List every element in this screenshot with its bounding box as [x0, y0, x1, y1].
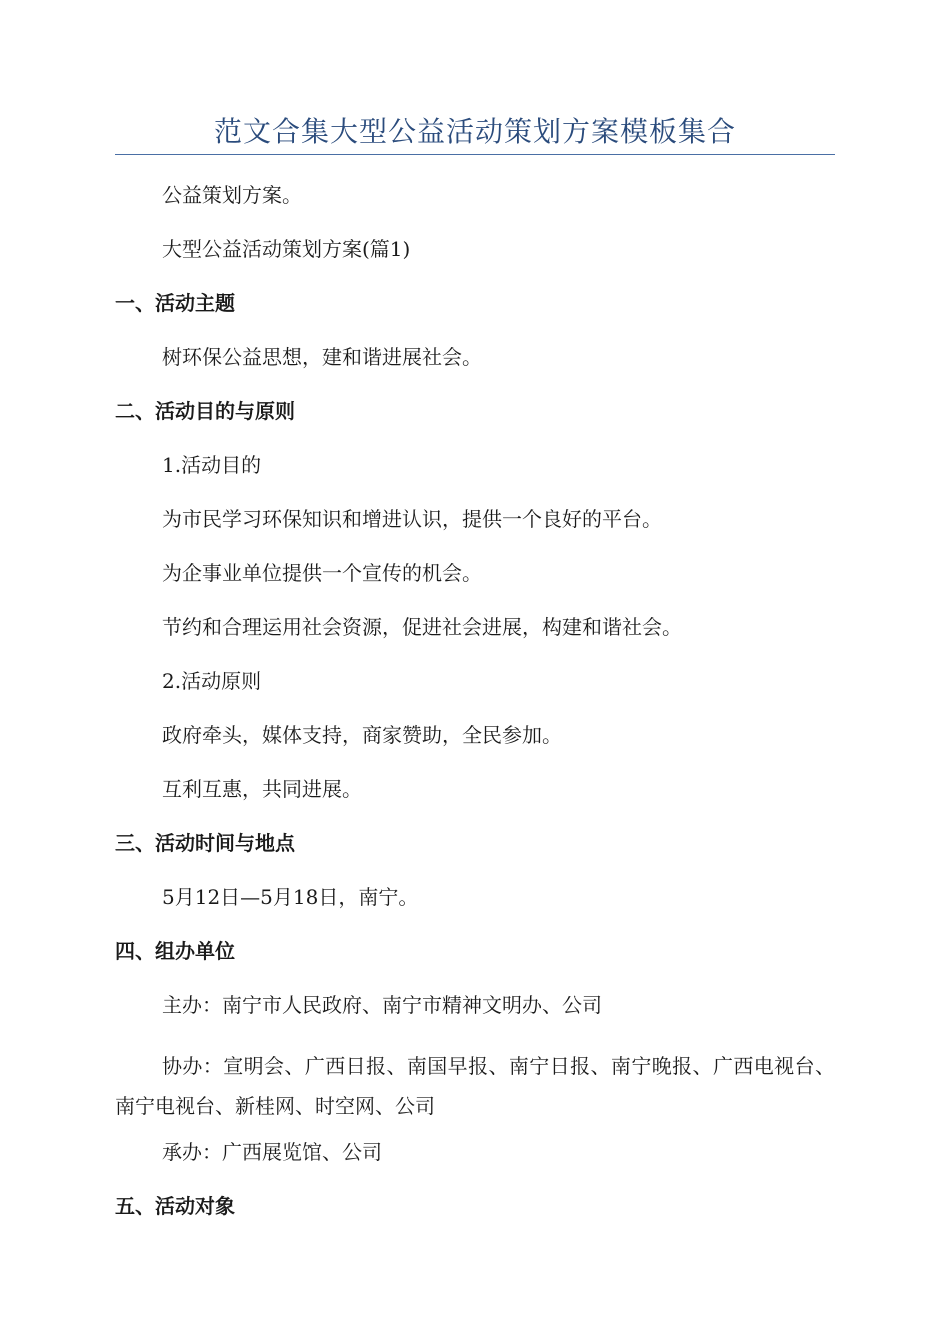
paragraph-intro: 公益策划方案。	[162, 183, 302, 207]
paragraph-host: 主办：南宁市人民政府、南宁市精神文明办、公司	[162, 993, 602, 1017]
paragraph-goal-2: 为企事业单位提供一个宣传的机会。	[162, 561, 482, 585]
document-title: 范文合集大型公益活动策划方案模板集合	[213, 115, 736, 148]
paragraph-goal-3: 节约和合理运用社会资源，促进社会进展，构建和谐社会。	[162, 615, 682, 639]
section-heading-organizers: 四、组办单位	[115, 939, 235, 963]
title-underline	[115, 154, 835, 155]
paragraph-time-place: 5月12日—5月18日，南宁。	[162, 885, 419, 909]
paragraph-principle-2: 互利互惠，共同进展。	[162, 777, 362, 801]
paragraph-co-organizers: 协办：宣明会、广西日报、南国早报、南宁日报、南宁晚报、广西电视台、南宁电视台、新桂网、时空网、公司	[115, 1054, 835, 1118]
paragraph-goal-1: 为市民学习环保知识和增进认识，提供一个良好的平台。	[162, 507, 662, 531]
paragraph-principle-1: 政府牵头，媒体支持，商家赞助，全民参加。	[162, 723, 562, 747]
section-heading-theme: 一、活动主题	[115, 291, 235, 315]
subheading-goals: 1.活动目的	[162, 453, 262, 477]
section-heading-goals: 二、活动目的与原则	[115, 399, 295, 423]
section-heading-time-place: 三、活动时间与地点	[115, 831, 295, 855]
section-heading-audience: 五、活动对象	[115, 1194, 235, 1218]
paragraph-undertaker: 承办：广西展览馆、公司	[162, 1140, 382, 1164]
subheading-principles: 2.活动原则	[162, 669, 262, 693]
paragraph-theme: 树环保公益思想，建和谐进展社会。	[162, 345, 482, 369]
paragraph-plan-title: 大型公益活动策划方案(篇1)	[162, 237, 411, 261]
